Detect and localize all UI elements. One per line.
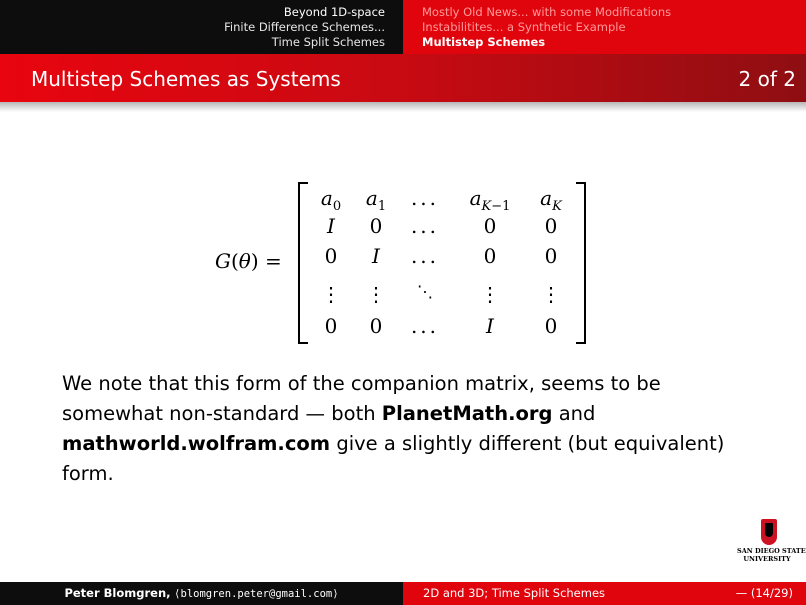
matrix-cell: 0 [544, 214, 558, 238]
matrix-cell: 0 [324, 244, 338, 268]
nav-section-finite-difference[interactable]: Finite Difference Schemes... [224, 20, 385, 34]
matrix-cell: I [327, 214, 335, 238]
matrix-cell: 0 [369, 314, 383, 338]
matrix-cell: $a_{K-1}$ [469, 186, 511, 214]
matrix-vdots: ⋮ [366, 282, 386, 306]
footer-title-block [403, 582, 806, 605]
shield-icon [761, 519, 777, 545]
mathworld-link[interactable]: mathworld.wolfram.com [62, 432, 331, 455]
footer-bar [0, 582, 806, 605]
nav-section-beyond-1d[interactable]: Beyond 1D-space [283, 5, 385, 19]
matrix-cell: ... [410, 214, 440, 238]
matrix-cell: $a_0$ [320, 186, 342, 214]
matrix-vdots: ⋮ [480, 282, 500, 306]
subsection-navigation [403, 0, 806, 54]
matrix-cell: I [486, 314, 494, 338]
matrix-cell: 0 [544, 244, 558, 268]
sdsu-logo [737, 519, 806, 567]
matrix-cell: $a_K$ [540, 186, 562, 214]
logo-wordmark: SAN DIEGO STATE UNIVERSITY [737, 547, 806, 563]
matrix-ddots: ⋱ [417, 282, 433, 301]
slide-counter: 2 of 2 [738, 67, 796, 91]
matrix-cell: ... [410, 186, 440, 210]
paragraph-text: give a slightly different (but equivalent) form. [62, 432, 725, 485]
footer-author: Peter Blomgren, [64, 586, 171, 600]
paragraph-text: and [552, 402, 596, 425]
matrix-vdots: ⋮ [321, 282, 341, 306]
frame-title: Multistep Schemes as Systems [31, 67, 341, 91]
body-paragraph [62, 369, 752, 489]
nav-subsection-instabilities[interactable]: Instabilitites... a Synthetic Example [422, 20, 626, 34]
matrix-cell: $a_1$ [365, 186, 387, 214]
navigation-bar [0, 0, 806, 54]
planetmath-link[interactable]: PlanetMath.org [381, 402, 553, 425]
footer-email: ⟨blomgren.peter@gmail.com⟩ [174, 588, 339, 600]
matrix-cell: 0 [483, 244, 497, 268]
section-navigation [0, 0, 403, 54]
matrix-cell: ... [410, 314, 440, 338]
matrix-vdots: ⋮ [541, 282, 561, 306]
nav-subsection-multistep[interactable]: Multistep Schemes [422, 35, 546, 49]
frame-title-bar [0, 54, 806, 102]
matrix-right-bracket [576, 182, 586, 344]
lhs-argument: θ [238, 249, 251, 273]
matrix-cell: ... [410, 244, 440, 268]
lhs-function: G [215, 249, 231, 273]
matrix-cell: 0 [369, 214, 383, 238]
footer-author-block [0, 582, 403, 605]
matrix-cell: 0 [324, 314, 338, 338]
footer-short-title: 2D and 3D; Time Split Schemes [423, 586, 606, 600]
matrix-cell: 0 [483, 214, 497, 238]
paragraph-text: We note that this form of the companion matrix, seems to be somewhat non-standard — both [62, 372, 661, 425]
title-shadow [0, 102, 806, 112]
nav-section-time-split[interactable]: Time Split Schemes [271, 35, 385, 49]
footer-page-number: — (14/29) [735, 586, 793, 600]
companion-matrix-equation [0, 176, 806, 346]
nav-subsection-old-news[interactable]: Mostly Old News... with some Modifications [422, 5, 672, 19]
equation-lhs: G(θ) = [215, 249, 282, 273]
matrix-cell: I [372, 244, 380, 268]
matrix-cell: 0 [544, 314, 558, 338]
